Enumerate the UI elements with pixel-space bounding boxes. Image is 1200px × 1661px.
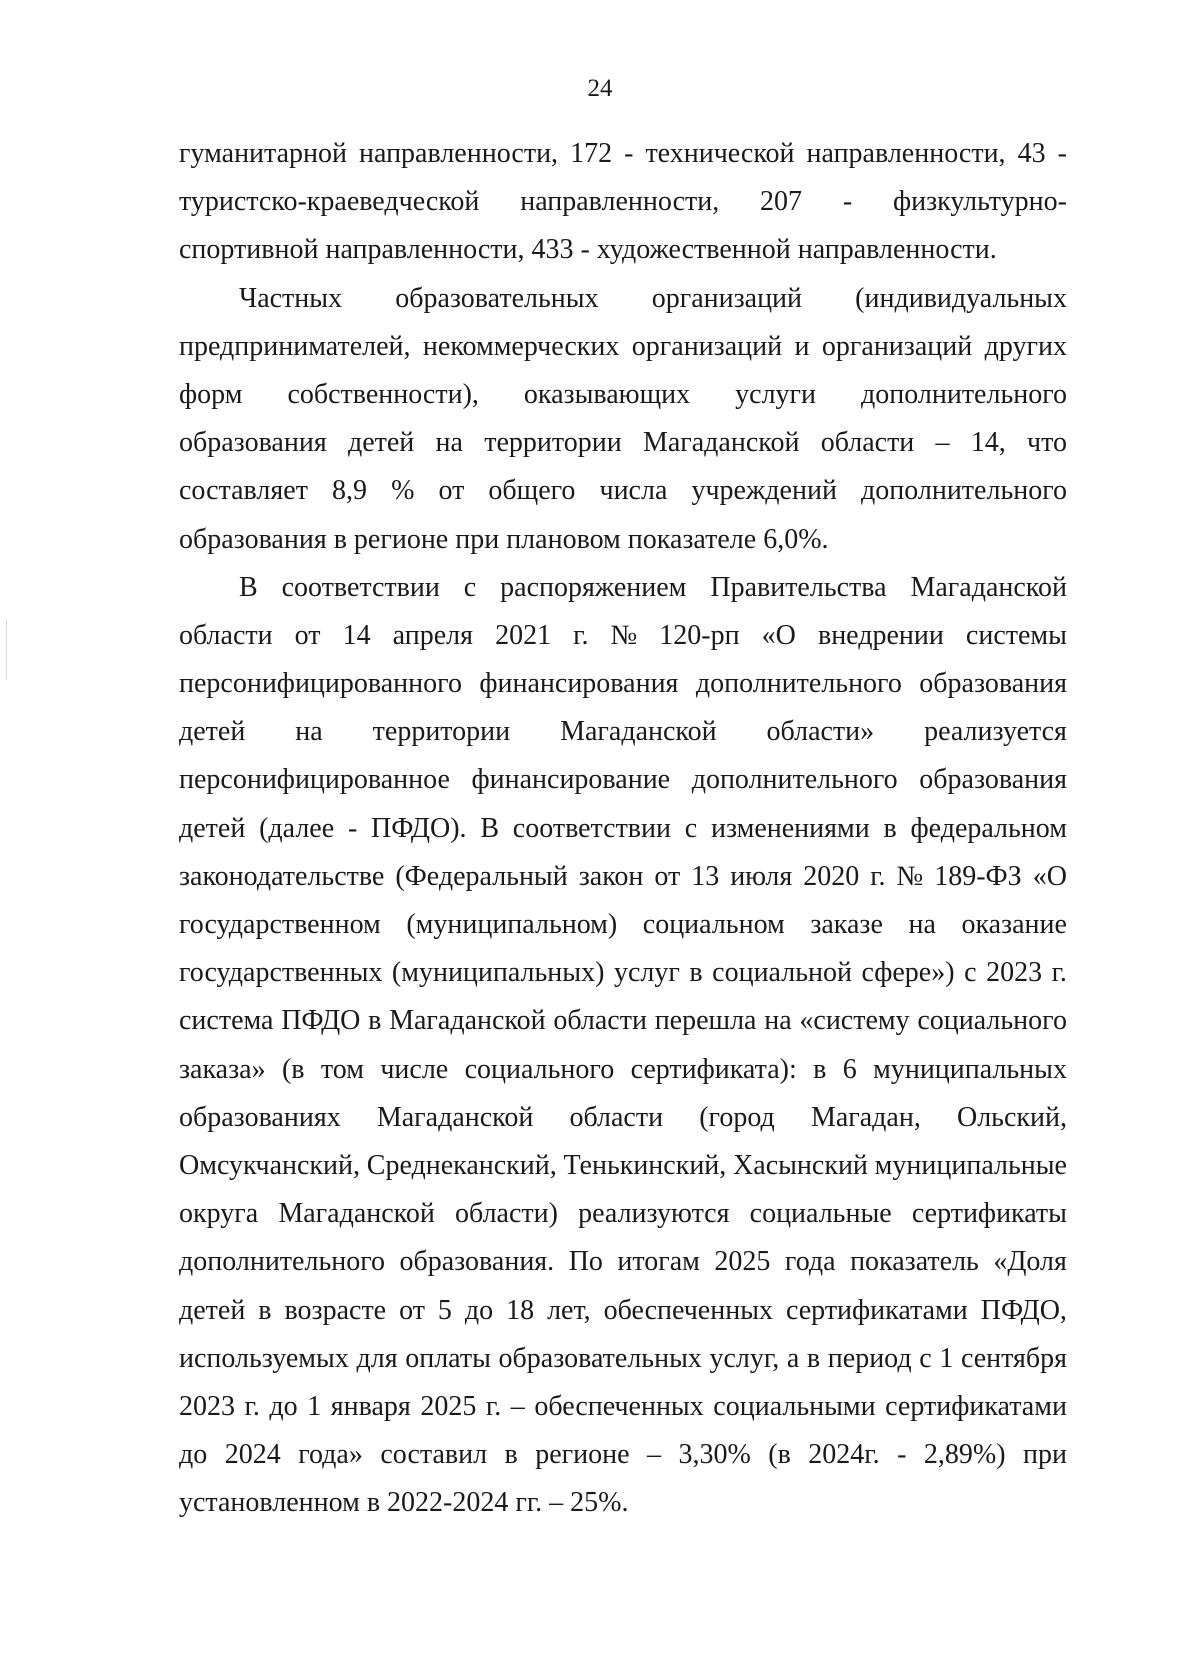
text-line — [179, 226, 1067, 274]
word: используемых — [179, 1342, 349, 1374]
text-line — [179, 853, 1067, 901]
word: ПФДО). — [371, 812, 467, 844]
text-line — [179, 660, 1067, 708]
word: до — [464, 1294, 494, 1326]
word: социального — [464, 1053, 615, 1085]
word: 13 — [691, 860, 720, 892]
document-body — [179, 130, 1067, 1527]
text-line — [179, 1190, 1067, 1238]
word: сфере») — [861, 957, 955, 989]
word: составляет — [179, 475, 308, 507]
word: услуги — [735, 378, 817, 410]
word: В — [239, 571, 258, 603]
text-line — [179, 1335, 1067, 1383]
word: сертификатами — [885, 1390, 1067, 1422]
word: соответствии — [512, 812, 671, 844]
word: дополнительного — [861, 475, 1067, 507]
word: образовательных — [498, 1342, 702, 1374]
word: показатель — [850, 1246, 979, 1278]
word: на — [908, 909, 936, 940]
word: 2025 — [714, 1246, 771, 1278]
word: общего — [488, 475, 576, 507]
word: 18 — [506, 1294, 535, 1326]
word: 2023 — [179, 1390, 235, 1422]
word: технической — [645, 138, 795, 169]
word: муниципальные — [874, 1149, 1067, 1181]
word: социальном — [642, 909, 785, 940]
word: дополнительного — [861, 378, 1067, 410]
word: «О — [1032, 860, 1067, 892]
word: в — [689, 957, 703, 989]
paragraph — [179, 564, 1067, 1528]
word: области — [820, 427, 915, 459]
text-line — [179, 467, 1067, 515]
word: Магаданской — [560, 716, 717, 748]
word: социальными — [713, 1390, 876, 1422]
word: с — [684, 812, 698, 844]
word: перешла — [654, 1005, 757, 1037]
word: сертификатами — [785, 1294, 968, 1326]
word: Частных — [239, 282, 343, 314]
text-line — [179, 1431, 1067, 1479]
text-line — [179, 1094, 1067, 1142]
word: в — [368, 1005, 382, 1037]
word: По — [568, 1246, 603, 1278]
word: социальной — [712, 957, 852, 989]
word: оказывающих — [523, 378, 691, 410]
word: что — [1027, 427, 1067, 459]
word: при — [1023, 1439, 1067, 1471]
word: организаций — [651, 282, 803, 314]
word: регионе — [535, 1439, 630, 1471]
word: - — [1057, 138, 1067, 169]
word: ПФДО — [281, 1005, 361, 1037]
word: от — [294, 619, 321, 651]
word: до — [269, 1390, 298, 1422]
word: детей — [179, 716, 246, 748]
word: системы — [965, 619, 1067, 651]
word: реализуются — [578, 1198, 730, 1230]
word: 2021 — [495, 619, 552, 651]
paragraph — [179, 275, 1067, 564]
word: дополнительного — [691, 764, 898, 796]
word: 5 — [437, 1294, 452, 1326]
word: Ольский, — [956, 1101, 1067, 1133]
word: детей — [347, 427, 415, 459]
word: образования в регионе при плановом показателе 6,0%. — [179, 523, 829, 555]
word: обеспеченных — [603, 1294, 774, 1326]
word: составил — [380, 1439, 488, 1471]
word: социального — [917, 1005, 1067, 1037]
word: 2024 — [224, 1439, 281, 1471]
word: финансирования — [479, 668, 679, 700]
word: обеспеченных — [534, 1390, 704, 1422]
word: образования — [179, 427, 327, 459]
word: на — [435, 427, 463, 459]
word: с — [919, 1342, 932, 1374]
word: от — [438, 475, 465, 507]
word: – — [647, 1439, 662, 1471]
word: числе — [380, 1053, 449, 1085]
word: соответствии — [281, 571, 440, 603]
text-line — [179, 708, 1067, 756]
text-line — [179, 1287, 1067, 1335]
text-line — [179, 130, 1067, 178]
word: 1 — [307, 1390, 322, 1422]
word: Хасынский — [733, 1149, 868, 1181]
word: июля — [730, 860, 793, 892]
word: федеральном — [910, 812, 1067, 844]
text-line — [179, 323, 1067, 371]
text-line — [179, 612, 1067, 660]
word: до — [179, 1439, 208, 1471]
word: округа — [179, 1198, 259, 1230]
word: установленном в 2022-2024 гг. – 25%. — [179, 1487, 629, 1519]
word: оказание — [961, 909, 1067, 940]
word: на — [764, 1005, 792, 1037]
word: детей — [179, 1294, 246, 1326]
word: итогам — [617, 1246, 700, 1278]
text-line — [179, 997, 1067, 1045]
word: период — [827, 1342, 912, 1374]
word: (город — [699, 1101, 775, 1133]
page-number: 24 — [587, 75, 613, 102]
word: форм — [179, 378, 243, 410]
word: с — [463, 571, 477, 603]
word: финансирование — [471, 764, 671, 796]
word: апреля — [392, 619, 473, 651]
text-line — [179, 516, 1067, 564]
word: лет, — [547, 1294, 591, 1326]
word: персонифицированное — [179, 764, 450, 796]
word: направленности, — [359, 138, 559, 169]
word: (Федеральный — [395, 860, 568, 892]
word: 2024г. — [808, 1439, 880, 1471]
word: 43 — [1017, 138, 1046, 169]
word: туристско-краеведческой — [179, 186, 480, 218]
word: года — [784, 1246, 836, 1278]
word: 120-рп — [659, 619, 740, 651]
word: и — [794, 330, 810, 362]
word: услуг — [613, 957, 680, 989]
word: учреждений — [691, 475, 837, 507]
word: образовательных — [395, 282, 599, 314]
word: Магаданской — [389, 1005, 546, 1037]
word: области — [569, 1101, 664, 1133]
word: на — [295, 716, 323, 748]
text-line — [179, 178, 1067, 226]
word: г. — [485, 1390, 502, 1422]
word: а — [786, 1342, 800, 1374]
word: области) — [455, 1198, 558, 1230]
text-line — [179, 419, 1067, 467]
word: 1 — [939, 1342, 954, 1374]
word: образования. — [399, 1246, 555, 1278]
word: 189-ФЗ — [934, 860, 1022, 892]
word: Магаданской — [376, 1101, 534, 1133]
word: направленности, — [806, 138, 1006, 169]
word: в — [883, 812, 897, 844]
word: направленности, — [520, 186, 720, 218]
word: - — [897, 1439, 907, 1471]
word: Тенькинский, — [563, 1149, 727, 1181]
word: заказе — [810, 909, 883, 940]
word: области» — [766, 716, 875, 748]
word: предпринимателей, — [179, 330, 411, 362]
word: заказа» — [179, 1053, 266, 1085]
word: организаций — [821, 330, 973, 362]
word: (в — [281, 1053, 305, 1085]
word: сертификата): — [630, 1053, 797, 1085]
word: том — [320, 1053, 364, 1085]
word: государственных — [179, 957, 383, 989]
word: (индивидуальных — [855, 282, 1067, 314]
word: система — [179, 1005, 274, 1037]
word: № — [610, 619, 638, 651]
word: 14, — [970, 427, 1006, 459]
text-line — [179, 564, 1067, 612]
word: 207 — [760, 186, 803, 218]
word: Магаданской — [910, 571, 1067, 603]
word: В — [480, 812, 500, 844]
word: муниципальных — [873, 1053, 1067, 1085]
word: услуг, — [709, 1342, 780, 1374]
word: физкультурно- — [892, 186, 1067, 218]
word: г. — [244, 1390, 260, 1422]
word: в — [258, 1294, 272, 1326]
word: числа — [599, 475, 668, 507]
word: Среднеканский, — [366, 1149, 557, 1181]
text-line — [179, 1046, 1067, 1094]
word: г. — [1051, 957, 1067, 989]
text-line — [179, 1142, 1067, 1190]
word: социальные — [749, 1198, 892, 1230]
word: собственности), — [287, 378, 479, 410]
word: территории — [484, 427, 622, 459]
word: спортивной направленности, 433 - художественной направленности. — [179, 234, 997, 266]
paragraph — [179, 130, 1067, 275]
word: – — [510, 1390, 525, 1422]
word: № — [896, 860, 924, 892]
word: (муниципальных) — [391, 957, 605, 989]
word: распоряжением — [500, 571, 687, 603]
word: с — [964, 957, 977, 989]
word: области — [179, 619, 273, 651]
word: гуманитарной — [179, 138, 348, 169]
word: от — [399, 1294, 425, 1326]
word: некоммерческих — [422, 330, 620, 362]
word: области — [553, 1005, 647, 1037]
text-line — [179, 275, 1067, 323]
word: Омсукчанский, — [179, 1149, 361, 1181]
word: «Доля — [993, 1246, 1067, 1278]
word: возрасте — [284, 1294, 387, 1326]
text-line — [179, 805, 1067, 853]
word: дополнительного — [179, 1246, 385, 1278]
word: января — [330, 1390, 411, 1422]
word: Магаданской — [642, 427, 800, 459]
word: внедрении — [817, 619, 944, 651]
word: 3,30% — [678, 1439, 751, 1471]
word: других — [984, 330, 1067, 362]
word: детей — [179, 812, 246, 844]
word: образования — [919, 668, 1067, 700]
word: в — [813, 1053, 827, 1085]
word: (в — [768, 1439, 791, 1471]
word: 172 — [570, 138, 613, 169]
word: 2025 — [420, 1390, 477, 1422]
text-line — [179, 901, 1067, 949]
word: образованиях — [179, 1101, 341, 1133]
word: сентября — [960, 1342, 1067, 1374]
word: «систему — [799, 1005, 910, 1037]
word: «О — [761, 619, 796, 651]
word: Магадан, — [810, 1101, 921, 1133]
text-line — [179, 756, 1067, 804]
word: государственном — [179, 909, 381, 940]
word: - — [347, 812, 358, 844]
word: года» — [298, 1439, 363, 1471]
word: (далее — [259, 812, 335, 844]
scan-edge-mark — [6, 620, 7, 680]
word: дополнительного — [695, 668, 902, 700]
word: от — [654, 860, 681, 892]
word: Магаданской — [278, 1198, 435, 1230]
word: 2,89%) — [923, 1439, 1006, 1471]
text-line — [179, 949, 1067, 997]
word: образования — [919, 764, 1067, 796]
word: г. — [573, 619, 589, 651]
word: реализуется — [924, 716, 1067, 748]
text-line — [179, 1383, 1067, 1431]
word: сертификаты — [911, 1198, 1067, 1230]
word: 2023 — [986, 957, 1043, 989]
word: 6 — [842, 1053, 857, 1085]
word: – — [935, 427, 950, 459]
word: персонифицированного — [179, 668, 462, 700]
word: для — [356, 1342, 398, 1374]
word: (муниципальном) — [406, 909, 618, 940]
word: изменениями — [710, 812, 870, 844]
word: законодательстве — [179, 860, 385, 892]
word: оплаты — [405, 1342, 491, 1374]
word: ПФДО, — [980, 1294, 1067, 1326]
word: 2020 — [803, 860, 860, 892]
word: г. — [870, 860, 886, 892]
word: % — [391, 475, 415, 507]
text-line — [179, 371, 1067, 419]
word: территории — [372, 716, 511, 748]
word: в — [806, 1342, 821, 1374]
text-line — [179, 1479, 1067, 1527]
text-line — [179, 1238, 1067, 1286]
word: - — [842, 186, 853, 218]
word: 14 — [342, 619, 371, 651]
word: организаций — [631, 330, 783, 362]
word: Правительства — [710, 571, 887, 603]
word: закон — [578, 860, 644, 892]
word: - — [624, 138, 634, 169]
word: в — [504, 1439, 518, 1471]
word: 8,9 — [332, 475, 367, 507]
